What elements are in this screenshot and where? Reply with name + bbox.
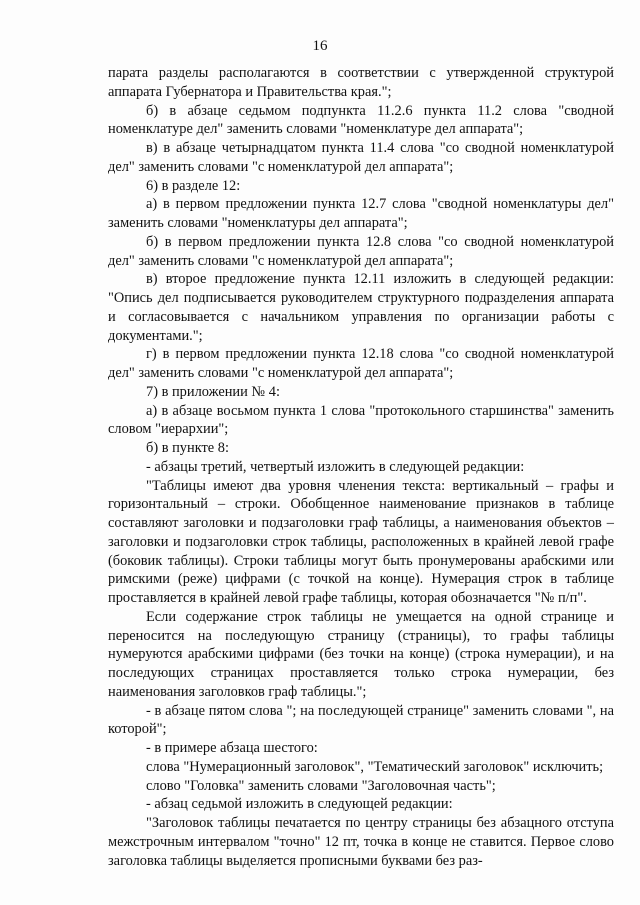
paragraph: 7) в приложении № 4:: [146, 383, 280, 400]
paragraph: б) в абзаце седьмом подпункта 11.2.6 пункта 11.2 слова "сводной номенклатуре дел" заменить словами "номенклатуре дел аппарата";: [108, 102, 614, 138]
paragraph: слово "Головка" заменить словами "Заголовочная часть";: [146, 777, 496, 794]
paragraph: 6) в разделе 12:: [146, 177, 241, 194]
paragraph: "Таблицы имеют два уровня членения текста: вертикальный – графы и горизонтальный – строки. Обобщенное наименование признаков в таблице составляют заголовки и подзаголовки граф таблицы, а наименования объектов – заголовки и подзаголовки строк таблицы, расположенных в крайней левой графе (боковик таблицы). Строки таблицы могут быть пронумерованы арабскими или римскими (реже) цифрами (с точкой на конце). Нумерация строк в таблице проставляется в крайней левой графе таблицы, которая обозначается "№ п/п".: [108, 477, 614, 606]
paragraph: - в примере абзаца шестого:: [146, 740, 318, 756]
paragraph: Если содержание строк таблицы не умещается на одной странице и переносится на последующую страницу (страницы), то графы таблицы нумеруются арабскими цифрами (без точки на конце) (строка нумерации), и на последующих страницах проставляется только строка нумерации, без наименования заголовков граф таблицы.";: [108, 608, 614, 700]
paragraph: г) в первом предложении пункта 12.18 слова "со сводной номенклатурой дел" заменить словами "с номенклатурой дел аппарата";: [108, 346, 614, 381]
paragraph: - в абзаце пятом слова "; на последующей странице" заменить словами ", на которой";: [108, 702, 614, 738]
paragraph: б) в пункте 8:: [146, 440, 229, 456]
paragraph: в) в абзаце четырнадцатом пункта 11.4 слова "со сводной номенклатурой дел" заменить словами "с номенклатурой дел аппарата";: [108, 140, 614, 175]
document-body: [108, 64, 614, 870]
paragraph: а) в абзаце восьмом пункта 1 слова "протокольного старшинства" заменить словом "иерархии";: [108, 402, 614, 438]
paragraph: - абзац седьмой изложить в следующей редакции:: [146, 796, 453, 813]
page-number: 16: [312, 38, 328, 54]
paragraph: в) второе предложение пункта 12.11 изложить в следующей редакции: "Опись дел подписывается руководителем структурного подразделения аппарата и согласовывается с начальником управления по организации работы с документами.";: [108, 271, 614, 344]
paragraph: парата разделы располагаются в соответствии с утвержденной структурой аппарата Губернатора и Правительства края.";: [108, 65, 614, 100]
paragraph: б) в первом предложении пункта 12.8 слова "со сводной номенклатурой дел" заменить словами "с номенклатурой дел аппарата";: [108, 233, 614, 269]
paragraph: "Заголовок таблицы печатается по центру страницы без абзацного отступа межстрочным интервалом "точно" 12 пт, точка в конце не ставится. Первое слово заголовка таблицы выделяется прописными буквами без раз-: [108, 815, 614, 869]
paragraph: слова "Нумерационный заголовок", "Тематический заголовок" исключить;: [146, 758, 604, 775]
paragraph: а) в первом предложении пункта 12.7 слова "сводной номенклатуры дел" заменить словами "номенклатуры дел аппарата";: [108, 196, 614, 231]
paragraph: - абзацы третий, четвертый изложить в следующей редакции:: [146, 458, 525, 475]
